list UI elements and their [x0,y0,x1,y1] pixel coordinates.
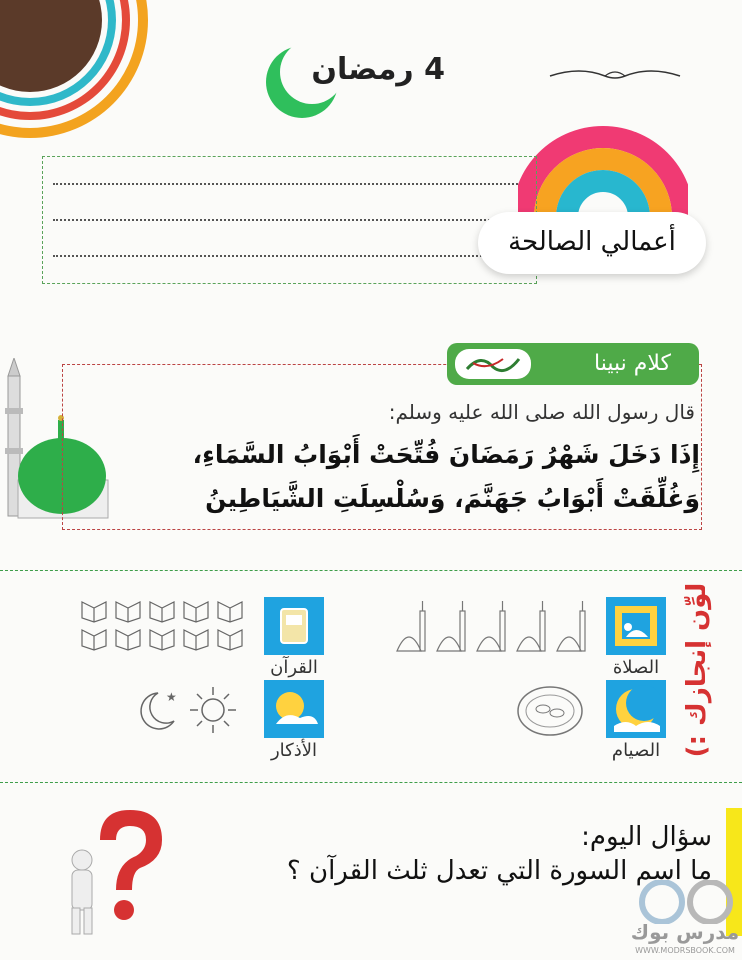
quran-tile-icon[interactable] [264,597,324,655]
fasting-label: الصيام [611,740,661,761]
writing-line [53,255,518,257]
watermark-text: مدرس بوك [630,920,740,944]
good-deeds-label: أعمالي الصالحة [478,212,706,274]
quran-book-checkboxes[interactable] [80,598,250,654]
question-of-the-day-label: سؤال اليوم: [581,822,712,852]
section-divider [0,782,742,783]
fasting-date-plate-checkbox[interactable] [515,683,585,739]
rainbow-icon [518,112,688,222]
fasting-tile-icon[interactable] [606,680,666,738]
modrsbook-logo-icon [632,880,740,924]
question-mark-figure-illustration [60,800,180,940]
ornament-divider [545,66,685,86]
page-title: 4 رمضان [311,52,445,87]
section-divider [0,570,742,571]
corner-star-decoration [0,0,170,140]
watermark-url: WWW.MODRSBOOK.COM [635,946,735,955]
prayer-tile-icon[interactable] [606,597,666,655]
adhkar-tile-icon[interactable] [264,680,324,738]
adhkar-morning-sun-checkbox[interactable] [188,685,238,735]
calligraphy-seal [453,347,533,381]
color-achievement-label: لوِّن إنجازك :) [682,582,712,758]
modrsbook-watermark [630,880,742,960]
writing-line [53,219,518,221]
hadith-intro: قال رسول الله صلى الله عليه وسلم: [388,400,695,424]
question-text: ما اسم السورة التي تعدل ثلث القرآن ؟ [286,856,712,886]
adhkar-evening-moon-checkbox[interactable] [136,687,180,733]
writing-line [53,183,518,185]
hadith-line: إِذَا دَخَلَ شَهْرُ رَمَضَانَ فُتِّحَتْ أَبْوَابُ السَّمَاءِ، [192,440,700,469]
good-deeds-writing-box[interactable] [42,156,537,284]
hadith-tab [447,343,699,385]
hadith-line: وَغُلِّقَتْ أَبْوَابُ جَهَنَّمَ، وَسُلْسِلَتِ الشَّيَاطِينُ [205,484,700,513]
prayer-label: الصلاة [612,657,660,678]
prayer-mosque-checkboxes[interactable] [395,597,595,655]
hadith-tab-title: كلام نبينا [594,351,671,376]
svg-text:★: ★ [166,690,177,704]
adhkar-label: الأذكار [270,740,318,761]
quran-label: القرآن [270,657,318,678]
